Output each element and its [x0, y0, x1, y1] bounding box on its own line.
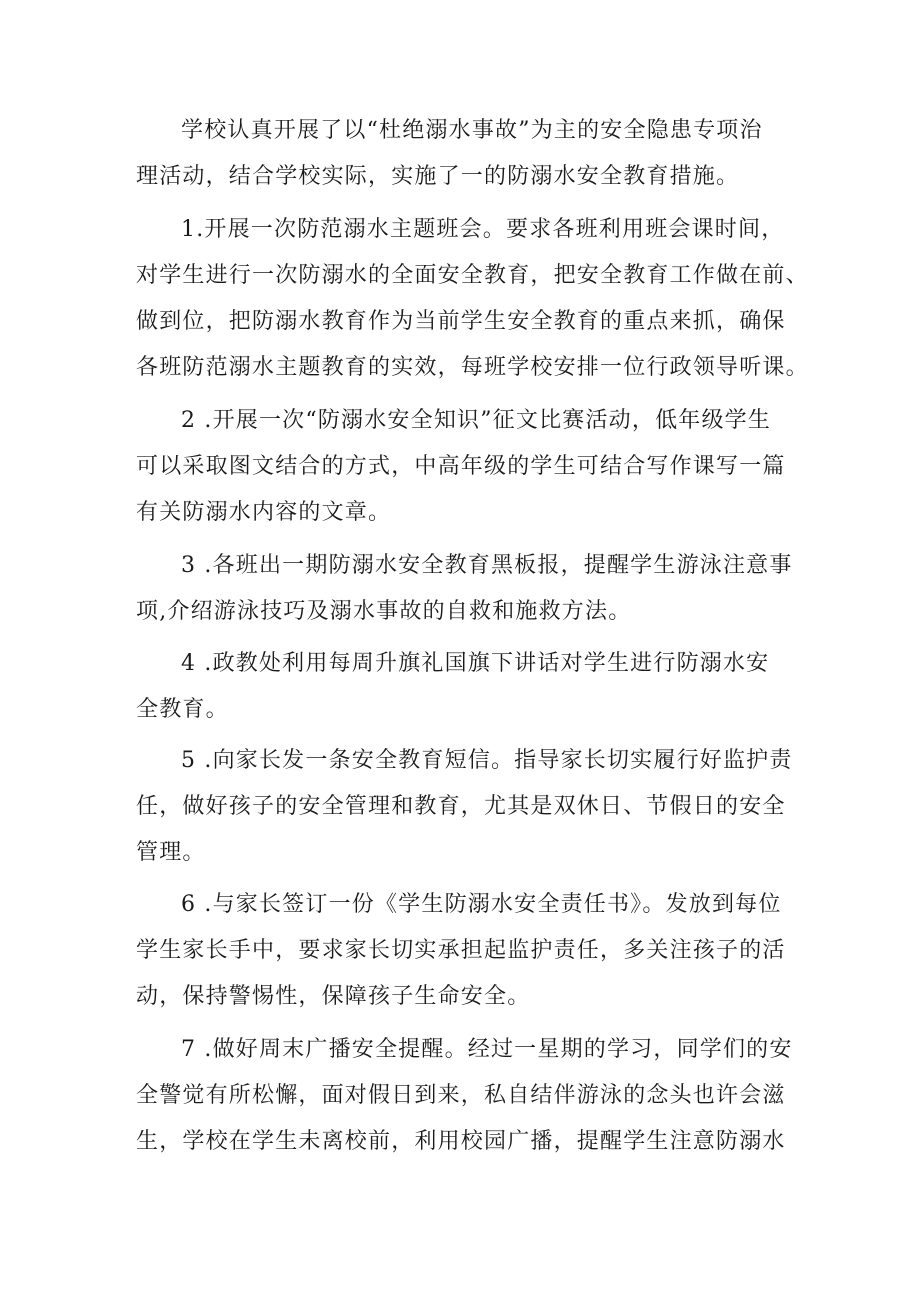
paragraph-item-2	[136, 398, 796, 536]
text-line: 各班防范溺水主题教育的实效，每班学校安排一位行政领导听课。	[136, 355, 809, 380]
text-line: 可以采取图文结合的方式，中高年级的学生可结合写作课写一篇	[136, 454, 786, 479]
paragraph-item-5	[136, 738, 796, 876]
text-line: 项,介绍游泳技巧及溺水事故的自救和施救方法。	[136, 599, 632, 624]
paragraph-intro	[136, 108, 796, 200]
text-line: 4 .政教处利用每周升旗礼国旗下讲话对学生进行防溺水安	[181, 651, 770, 676]
text-line: 7 .做好周末广播安全提醒。经过一星期的学习，同学们的安	[181, 1037, 793, 1062]
text-line: 任，做好孩子的安全管理和教育，尤其是双休日、节假日的安全	[136, 794, 786, 819]
text-line: 2 .开展一次“防溺水安全知识”征文比赛活动，低年级学生	[181, 408, 772, 433]
text-line: 3 .各班出一期防溺水安全教育黑板报，提醒学生游泳注意事	[181, 553, 793, 578]
text-line: 学校认真开展了以“杜绝溺水事故”为主的安全隐患专项治	[181, 118, 763, 143]
text-line: 管理。	[136, 840, 206, 865]
text-line: 6 .与家长签订一份《学生防溺水安全责任书》。发放到每位	[181, 892, 782, 917]
paragraph-item-6	[136, 882, 796, 1020]
text-line: 1.开展一次防范溺水主题班会。要求各班利用班会课时间，	[181, 217, 785, 242]
text-line: 有关防溺水内容的文章。	[136, 500, 392, 525]
paragraph-item-7	[136, 1027, 796, 1165]
text-line: 生，学校在学生未离校前，利用校园广播，提醒学生注意防溺水	[136, 1129, 786, 1154]
paragraph-item-4	[136, 641, 796, 733]
text-line: 全教育。	[136, 697, 229, 722]
paragraph-item-1	[136, 207, 809, 391]
text-line: 全警觉有所松懈，面对假日到来，私自结伴游泳的念头也许会滋	[136, 1083, 786, 1108]
text-line: 做到位，把防溺水教育作为当前学生安全教育的重点来抓，确保	[136, 309, 786, 334]
text-line: 对学生进行一次防溺水的全面安全教育，把安全教育工作做在前、	[136, 263, 809, 288]
text-line: 学生家长手中，要求家长切实承担起监护责任，多关注孩子的活	[136, 938, 786, 963]
paragraph-item-3	[136, 543, 796, 635]
text-line: 理活动，结合学校实际，实施了一的防溺水安全教育措施。	[136, 164, 740, 189]
text-line: 5 .向家长发一条安全教育短信。指导家长切实履行好监护责	[181, 748, 793, 773]
text-line: 动，保持警惕性，保障孩子生命安全。	[136, 984, 531, 1009]
